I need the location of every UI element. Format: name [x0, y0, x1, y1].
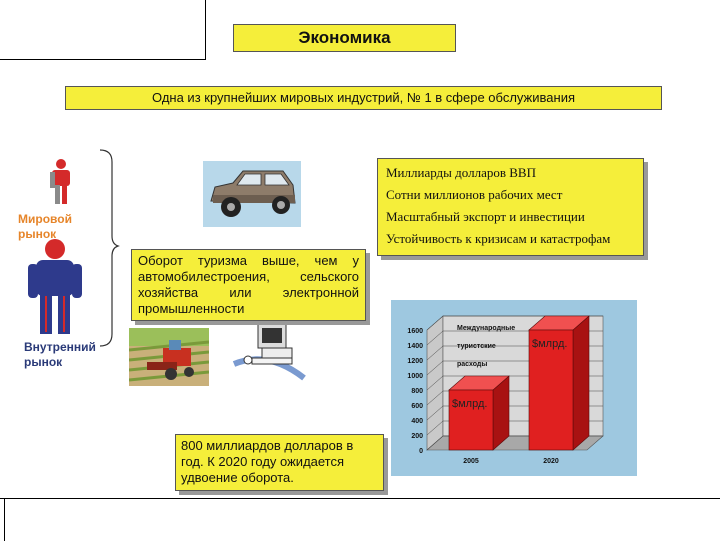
car-icon [203, 161, 301, 227]
y-tick-label: 1000 [407, 373, 423, 380]
chart-title-line: расходы [457, 361, 488, 368]
world-market-line-1: Мировой [18, 212, 72, 226]
world-market-line-2: рынок [18, 227, 57, 241]
y-tick-label: 600 [411, 403, 423, 410]
page-subtitle: Одна из крупнейших мировых индустрий, № 1 в сфере обслуживания [65, 86, 662, 110]
y-tick-label: 0 [419, 448, 423, 455]
person-icon [46, 158, 72, 206]
computer-icon [228, 320, 306, 382]
bar-chart [391, 300, 637, 476]
person-icon [24, 238, 86, 336]
y-tick-label: 1600 [407, 328, 423, 335]
corner-placeholder-box [0, 0, 206, 60]
x-tick-label: 2020 [543, 458, 559, 465]
tourism-spending-chart [391, 300, 637, 476]
turnover-note: Оборот туризма выше, чем у автомобилестроения, сельского хозяйства или электронной промышленности [131, 249, 366, 321]
bar-data-label: $млрд. [452, 398, 488, 410]
bar-data-label: $млрд. [532, 338, 568, 350]
domestic-market-line-2: рынок [24, 355, 63, 369]
gdp-point: Устойчивость к кризисам и катастрофам [386, 231, 611, 246]
gdp-point: Масштабный экспорт и инвестиции [386, 209, 585, 224]
harvester-icon [129, 328, 209, 386]
chart-title-line: туристские [457, 343, 496, 350]
gdp-point: Миллиарды долларов ВВП [386, 165, 536, 180]
gdp-points-box [377, 158, 644, 256]
y-tick-label: 1200 [407, 358, 423, 365]
chart-title-line: Международные [457, 325, 516, 332]
y-tick-label: 800 [411, 388, 423, 395]
y-tick-label: 200 [411, 433, 423, 440]
gdp-point: Сотни миллионов рабочих мест [386, 187, 563, 202]
domestic-market-label [24, 340, 96, 370]
page-title: Экономика [233, 24, 456, 52]
y-tick-label: 1400 [407, 343, 423, 350]
y-tick-label: 400 [411, 418, 423, 425]
domestic-market-line-1: Внутренний [24, 340, 96, 354]
market-bracket [96, 148, 120, 348]
x-tick-label: 2005 [463, 458, 479, 465]
bar-side [573, 316, 589, 450]
forecast-note: 800 миллиардов долларов в год. К 2020 году ожидается удвоение оборота. [175, 434, 384, 491]
bottom-frame [0, 498, 720, 540]
